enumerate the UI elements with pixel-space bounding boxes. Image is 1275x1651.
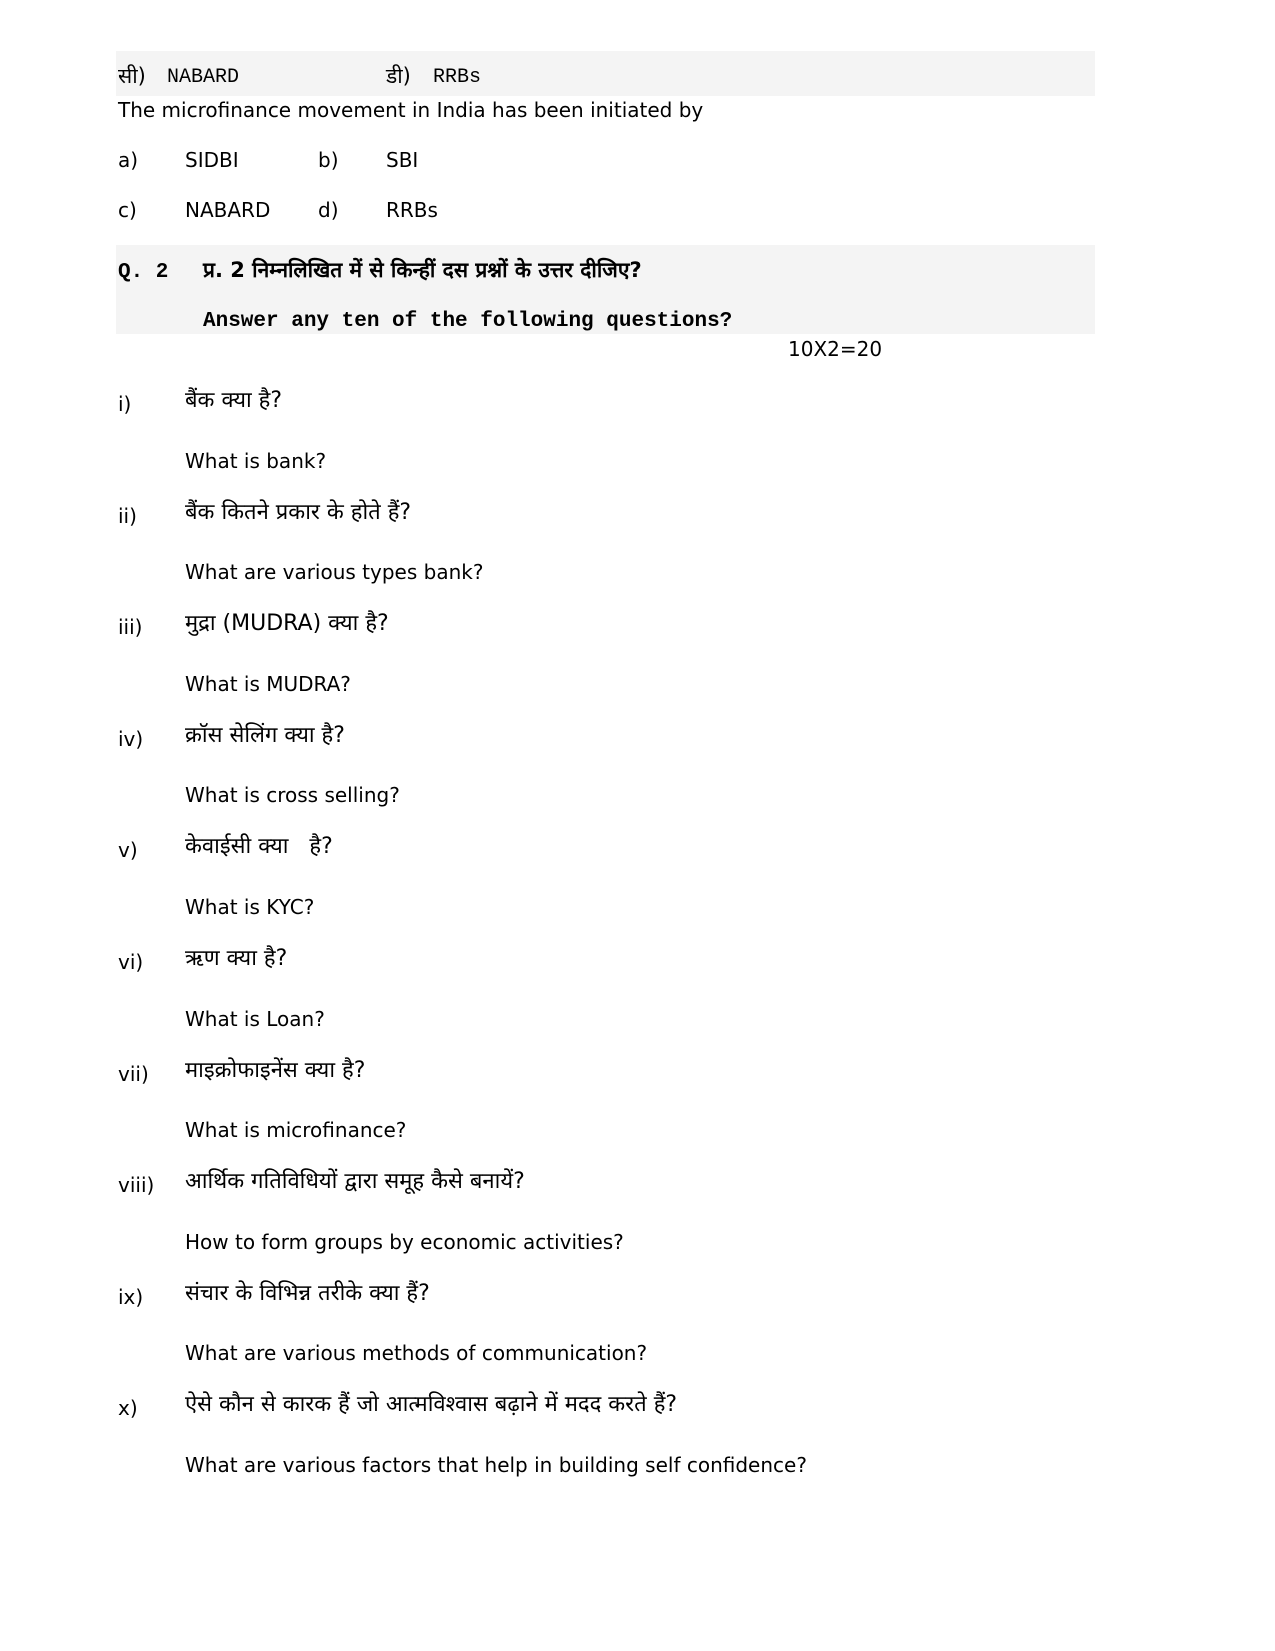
question-number: i) xyxy=(118,392,132,416)
question-number: vii) xyxy=(118,1062,149,1086)
question-hindi: केवाईसी क्या है? xyxy=(185,834,333,859)
mcq-option-b-value: SBI xyxy=(386,148,419,172)
mcq-option-c-label: c) xyxy=(118,198,137,222)
q2-english-heading: Answer any ten of the following questions? xyxy=(203,310,733,333)
question-hindi: माइक्रोफाइनेंस क्या है? xyxy=(185,1058,366,1083)
question-number: ii) xyxy=(118,504,137,528)
mcq-option-d-value: RRBs xyxy=(386,198,438,222)
question-english: What are various methods of communication? xyxy=(185,1341,648,1365)
mcq-option-c-value: NABARD xyxy=(185,198,271,222)
question-english: What is bank? xyxy=(185,449,327,473)
question-number: ix) xyxy=(118,1285,144,1309)
question-english: What is cross selling? xyxy=(185,783,400,807)
option-d-value: RRBs xyxy=(433,66,482,89)
question-english: What is KYC? xyxy=(185,895,315,919)
question-hindi: आर्थिक गतिविधियों द्वारा समूह कैसे बनायें? xyxy=(185,1169,525,1194)
option-d-label: डी) xyxy=(386,64,411,88)
question-hindi: ऋण क्या है? xyxy=(185,946,288,971)
option-c-value: NABARD xyxy=(167,66,240,89)
option-c-label: सी) xyxy=(118,64,146,88)
question-hindi: मुद्रा (MUDRA) क्या है? xyxy=(185,611,389,636)
question-number: vi) xyxy=(118,950,144,974)
question-number: iii) xyxy=(118,615,143,639)
question-number: x) xyxy=(118,1396,138,1420)
question-hindi: ऐसे कौन से कारक हैं जो आत्मविश्वास बढ़ाने में मदद करते हैं? xyxy=(185,1392,678,1417)
question-hindi: बैंक क्या है? xyxy=(185,388,283,413)
question-number: iv) xyxy=(118,727,144,751)
mcq-option-d-label: d) xyxy=(318,198,339,222)
q2-marks: 10X2=20 xyxy=(788,337,883,361)
q2-number: Q. 2 xyxy=(118,261,169,284)
q2-hindi-heading: प्र. 2 निम्नलिखित में से किन्हीं दस प्रश्नों के उत्तर दीजिए? xyxy=(203,258,642,282)
question-english: How to form groups by economic activities? xyxy=(185,1230,624,1254)
question-hindi: बैंक कितने प्रकार के होते हैं? xyxy=(185,500,412,525)
question-hindi: क्रॉस सेलिंग क्या है? xyxy=(185,723,345,748)
question-english: What is MUDRA? xyxy=(185,672,351,696)
question-hindi: संचार के विभिन्न तरीके क्या हैं? xyxy=(185,1281,430,1306)
mcq-option-b-label: b) xyxy=(318,148,339,172)
mcq-option-a-label: a) xyxy=(118,148,139,172)
question-number: v) xyxy=(118,838,138,862)
options-shade-band xyxy=(116,51,1095,96)
mcq-question: The microfinance movement in India has been initiated by xyxy=(118,98,704,122)
question-english: What are various factors that help in building self confidence? xyxy=(185,1453,807,1477)
question-english: What is Loan? xyxy=(185,1007,325,1031)
question-english: What is microfinance? xyxy=(185,1118,407,1142)
mcq-option-a-value: SIDBI xyxy=(185,148,239,172)
question-english: What are various types bank? xyxy=(185,560,484,584)
question-number: viii) xyxy=(118,1173,155,1197)
